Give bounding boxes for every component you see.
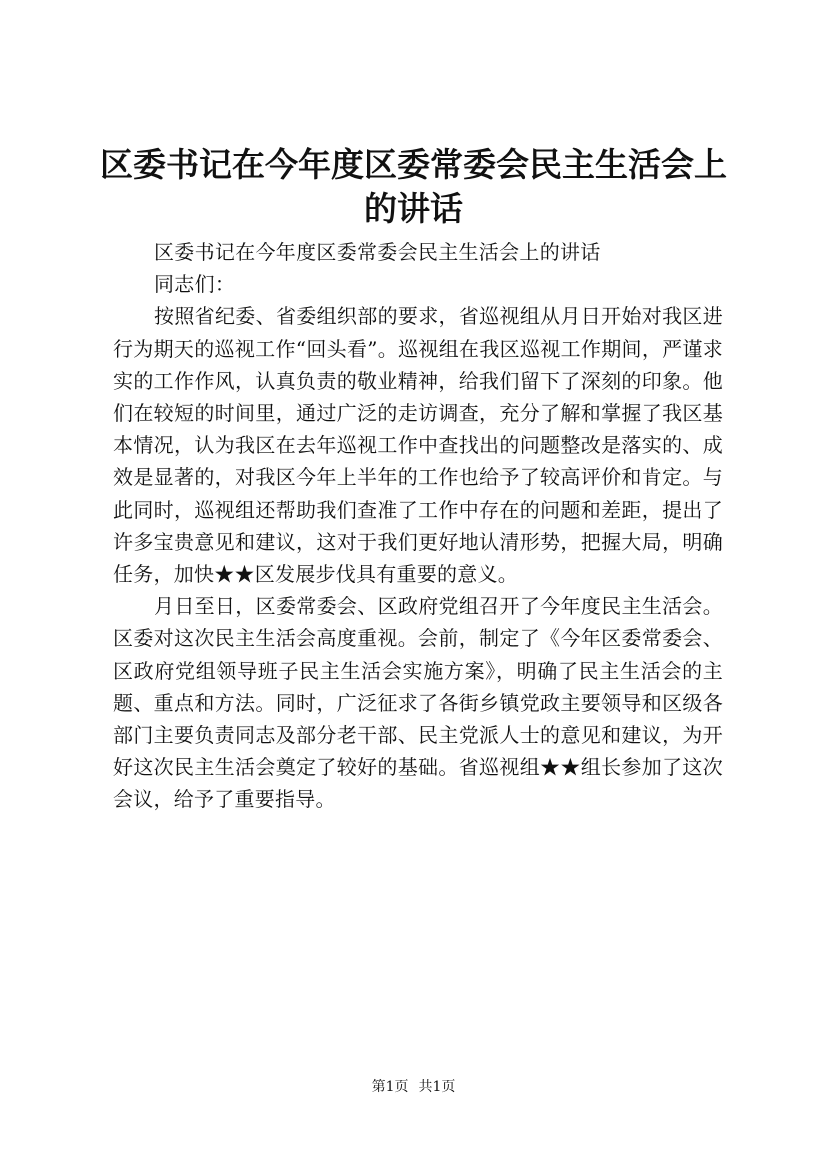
- body-paragraph: 按照省纪委、省委组织部的要求，省巡视组从月日开始对我区进行为期天的巡视工作“回头看”。巡视组在我区巡视工作期间，严谨求实的工作作风，认真负责的敬业精神，给我们留下了深刻的印象。他们在较短的时间里，通过广泛的走访调查，充分了解和掌握了我区基本情况，认为我区在去年巡视工作中查找出的问题整改是落实的、成效是显著的，对我区今年上半年的工作也给予了较高评价和肯定。与此同时，巡视组还帮助我们查准了工作中存在的问题和差距，提出了许多宝贵意见和建议，这对于我们更好地认清形势，把握大局，明确任务，加快★★区发展步伐具有重要的意义。: [113, 304, 723, 587]
- page-number: 第1页: [371, 1079, 409, 1095]
- document-title: 区委书记在今年度区委常委会民主生活会上的讲话: [100, 145, 727, 228]
- body-paragraph: 月日至日，区委常委会、区政府党组召开了今年度民主生活会。区委对这次民主生活会高度重视。会前，制定了《今年区委常委会、区政府党组领导班子民主生活会实施方案》，明确了民主生活会的主题、重点和方法。同时，广泛征求了各街乡镇党政主要领导和区级各部门主要负责同志及部分老干部、民主党派人士的意见和建议，为开好这次民主生活会奠定了较好的基础。省巡视组★★组长参加了这次会议，给予了重要指导。: [113, 594, 723, 812]
- document-subtitle: 区委书记在今年度区委常委会民主生活会上的讲话: [154, 240, 601, 264]
- page-footer: [0, 1078, 827, 1096]
- document-body: [113, 236, 723, 816]
- greeting: 同志们：: [154, 272, 236, 297]
- page-total: 共1页: [418, 1079, 456, 1095]
